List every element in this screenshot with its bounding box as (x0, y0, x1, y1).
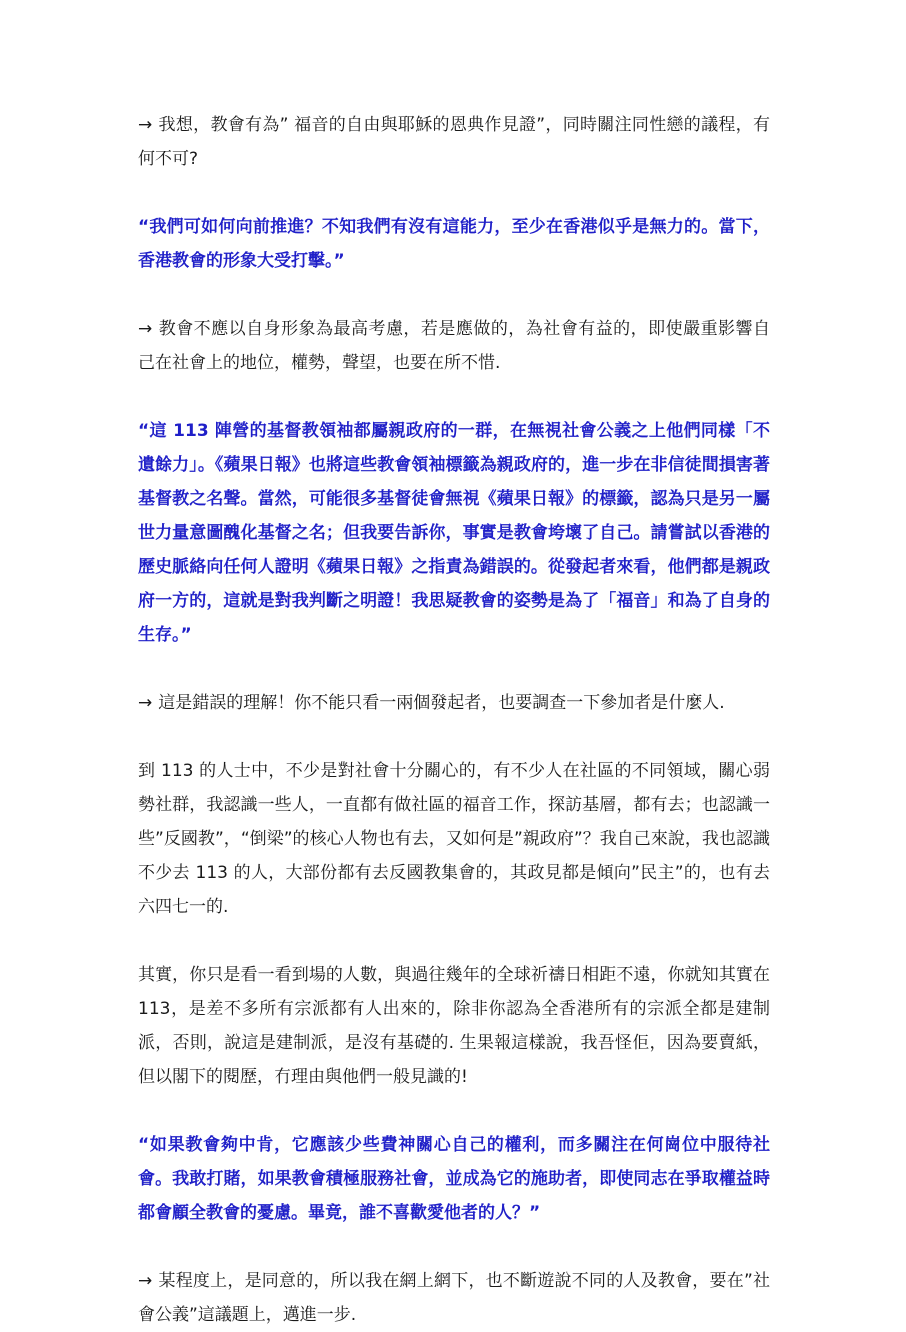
paragraph-text: 其實，你只是看一看到場的人數，與過往幾年的全球祈禱日相距不遠，你就知其實在 113，是差不多所有宗派都有人出來的，除非你認為全香港所有的宗派全都是建制派，否則，說這是建制派，是沒有基礎的. 生果報這樣說，我吾怪佢，因為要賣紙，但以閣下的閱歷，冇理由與他們一般見識的! (138, 965, 770, 1087)
paragraph-text: 這是錯誤的理解！你不能只看一兩個發起者，也要調查一下參加者是什麼人. (158, 693, 725, 713)
arrow-icon: → (138, 693, 153, 713)
quote-paragraph-1 (138, 210, 770, 278)
reply-paragraph-3 (138, 686, 770, 720)
arrow-icon: → (138, 115, 153, 135)
body-paragraph-2 (138, 958, 770, 1094)
paragraph-text: 到 113 的人士中，不少是對社會十分關心的，有不少人在社區的不同領域，關心弱勢社群，我認識一些人，一直都有做社區的福音工作，探訪基層，都有去；也認識一些”反國教”，“倒梁”的核心人物也有去，又如何是”親政府”？我自己來說，我也認識不少去 113 的人，大部份都有去反國教集會的，其政見都是傾向”民主”的，也有去六四七一的. (138, 761, 770, 917)
arrow-icon: → (138, 319, 153, 339)
paragraph-text: 我想，教會有為” 福音的自由與耶穌的恩典作見證”，同時關注同性戀的議程，有何不可? (138, 115, 770, 169)
reply-paragraph-4 (138, 1264, 770, 1332)
paragraph-text: 某程度上，是同意的，所以我在網上網下，也不斷遊說不同的人及教會，要在”社會公義”這議題上，邁進一步. (138, 1271, 770, 1325)
body-paragraph-1 (138, 754, 770, 924)
quote-paragraph-3 (138, 1128, 770, 1230)
paragraph-text: “我們可如何向前推進？不知我們有沒有這能力，至少在香港似乎是無力的。當下，香港教會的形象大受打擊。” (138, 217, 770, 271)
reply-paragraph-2 (138, 312, 770, 380)
quote-paragraph-2 (138, 414, 770, 652)
paragraph-text: 教會不應以自身形象為最高考慮，若是應做的，為社會有益的，即使嚴重影響自己在社會上的地位，權勢，聲望，也要在所不惜. (138, 319, 770, 373)
document-page (138, 108, 770, 1332)
reply-paragraph-1 (138, 108, 770, 176)
arrow-icon: → (138, 1271, 153, 1291)
paragraph-text: “這 113 陣營的基督教領袖都屬親政府的一群，在無視社會公義之上他們同樣「不遺餘力」。《蘋果日報》也將這些教會領袖標籤為親政府的，進一步在非信徒間損害著基督教之名聲。當然，可能很多基督徒會無視《蘋果日報》的標籤，認為只是另一屬世力量意圖醜化基督之名；但我要告訴你，事實是教會垮壞了自己。請嘗試以香港的歷史脈絡向任何人證明《蘋果日報》之指責為錯誤的。從發起者來看，他們都是親政府一方的，這就是對我判斷之明證！我思疑教會的姿勢是為了「福音」和為了自身的生存。” (138, 421, 770, 645)
paragraph-text: “如果教會夠中肯，它應該少些費神關心自己的權利，而多關注在何崗位中服待社會。我敢打賭，如果教會積極服務社會，並成為它的施助者，即使同志在爭取權益時都會顧全教會的憂慮。畢竟，誰不喜歡愛他者的人？” (138, 1135, 770, 1223)
